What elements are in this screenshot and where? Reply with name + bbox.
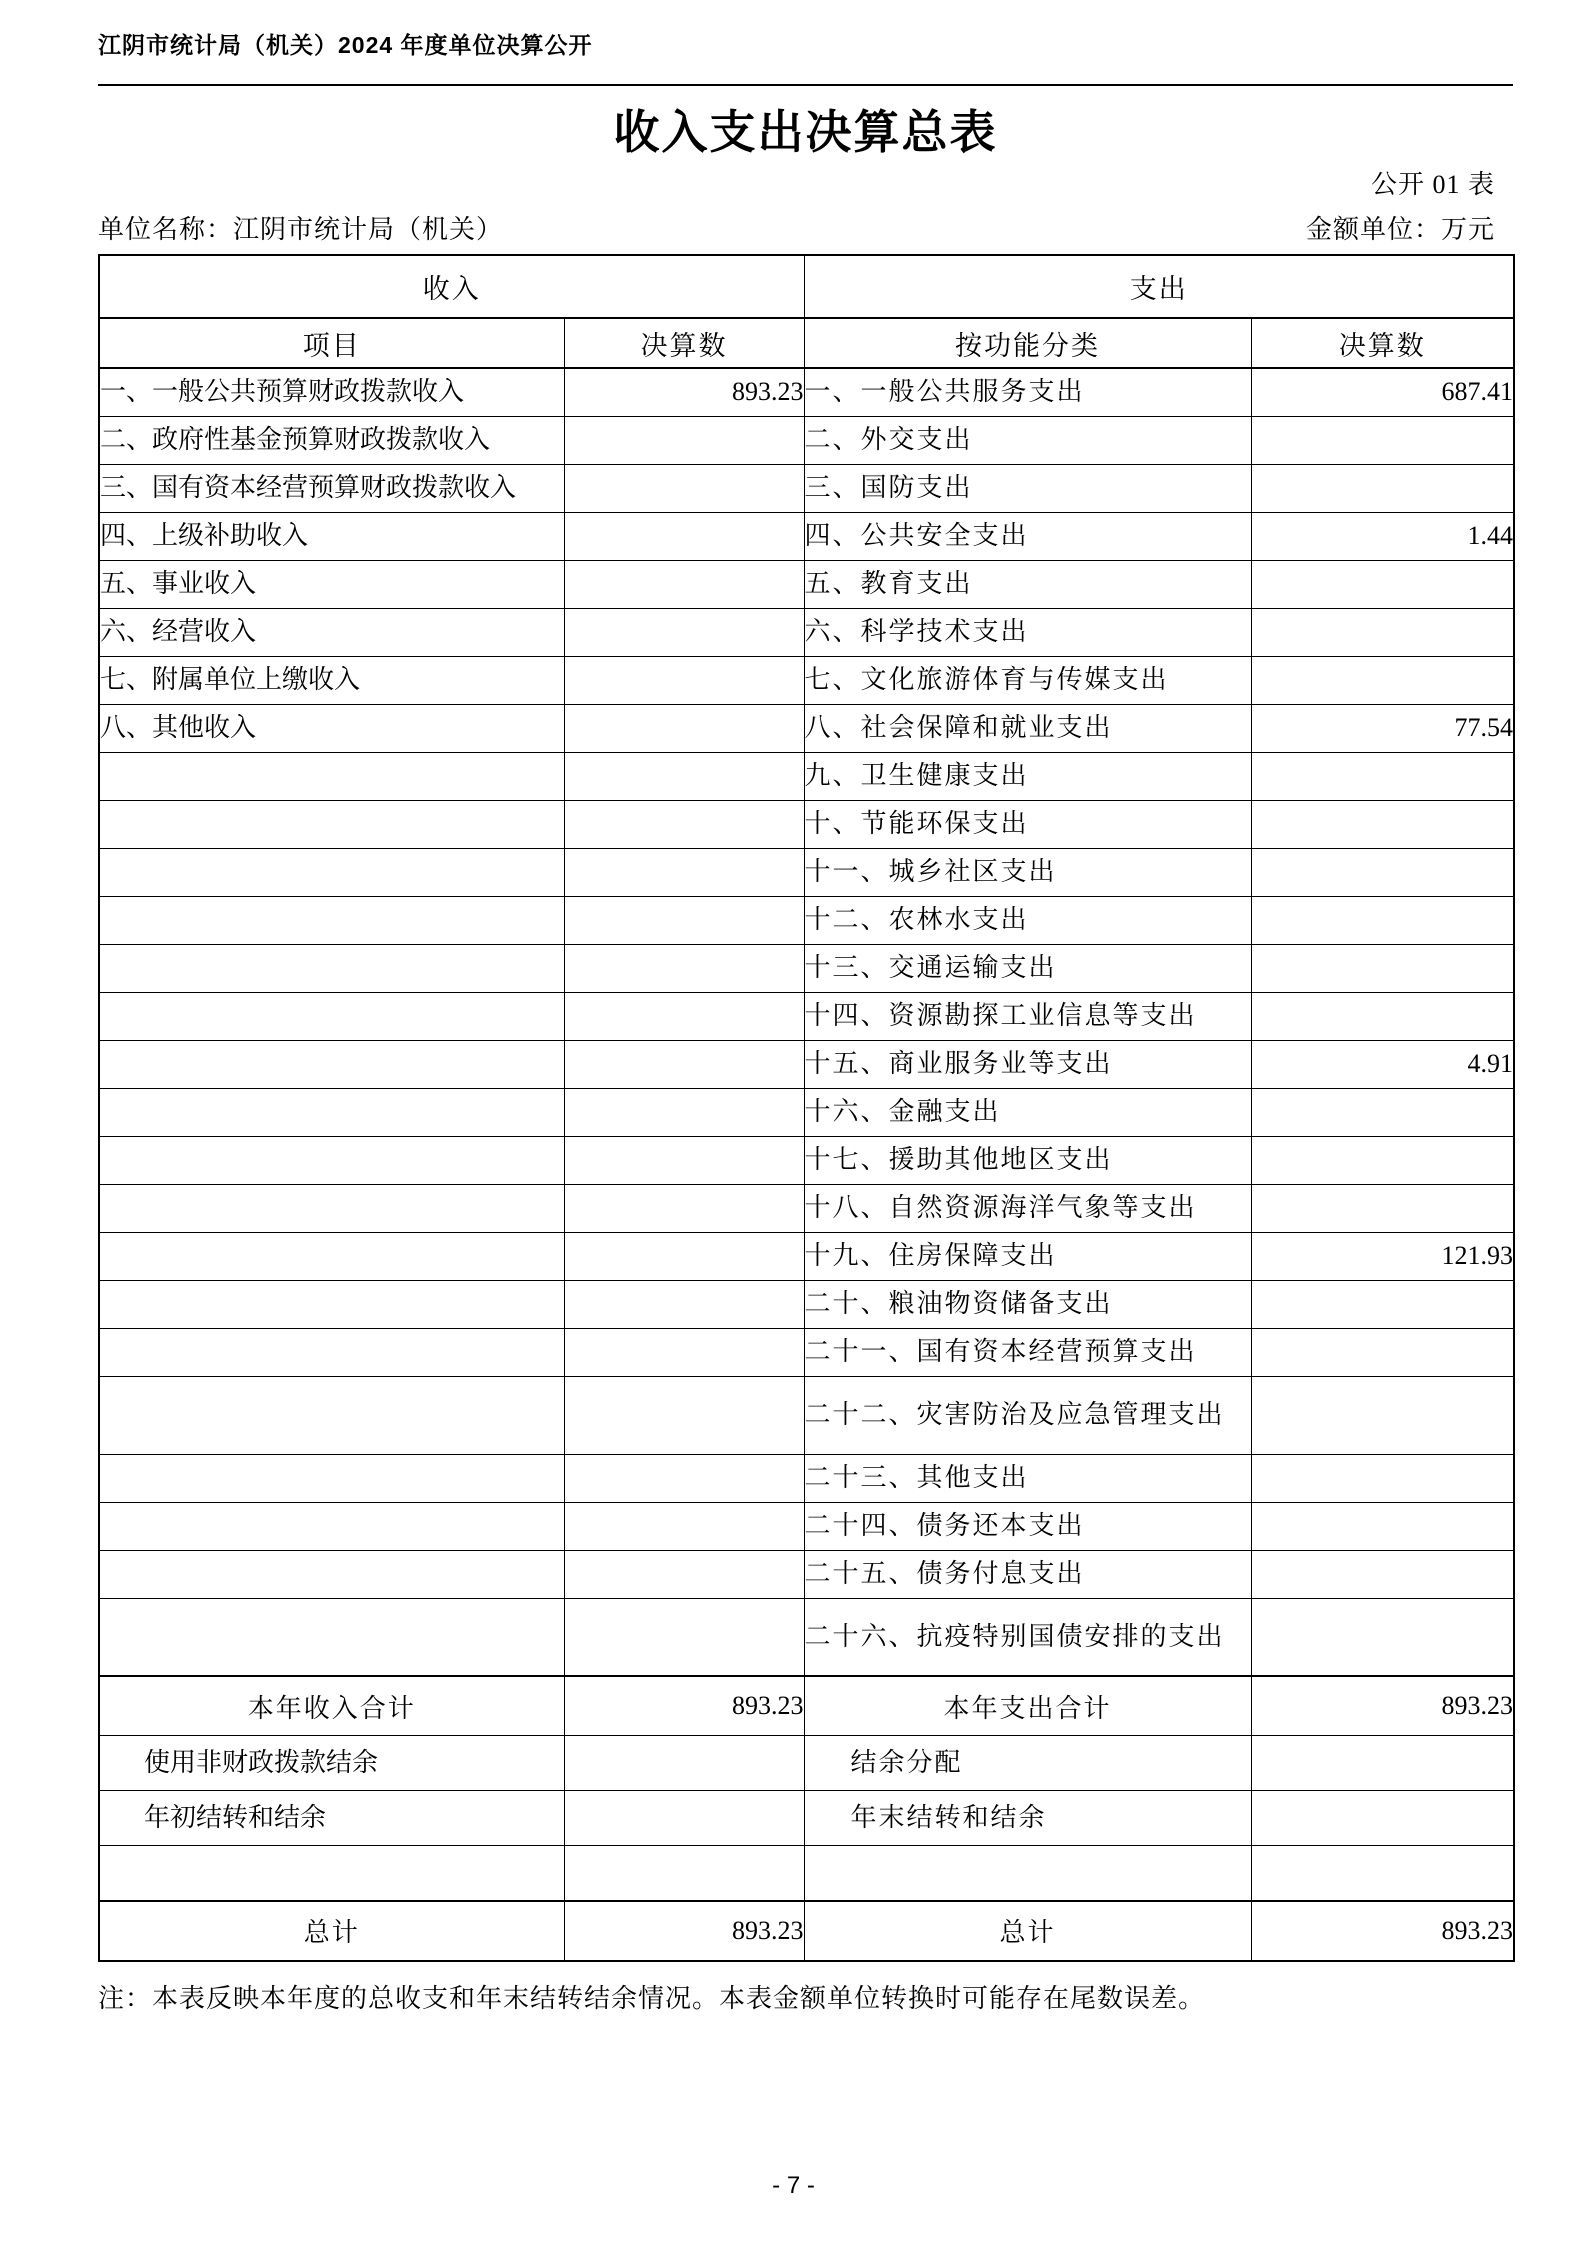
expense-amount (1251, 560, 1514, 608)
income-item: 二、政府性基金预算财政拨款收入 (99, 416, 564, 464)
expense-item: 二十一、国有资本经营预算支出 (804, 1328, 1251, 1376)
income-item (99, 1454, 564, 1502)
income-amount (564, 1550, 804, 1598)
table-row (99, 1328, 1514, 1376)
annual-total-row (99, 1676, 1514, 1736)
income-item: 一、一般公共预算财政拨款收入 (99, 368, 564, 416)
expense-carry-amount (1251, 1791, 1514, 1846)
income-item (99, 1328, 564, 1376)
carryover-row (99, 1736, 1514, 1791)
table-row (99, 1232, 1514, 1280)
table-row (99, 1454, 1514, 1502)
expense-amount (1251, 1454, 1514, 1502)
table-row (99, 1088, 1514, 1136)
income-carry-amount (564, 1791, 804, 1846)
expense-item: 十八、自然资源海洋气象等支出 (804, 1184, 1251, 1232)
expense-item: 二十三、其他支出 (804, 1454, 1251, 1502)
expense-item: 四、公共安全支出 (804, 512, 1251, 560)
income-item: 七、附属单位上缴收入 (99, 656, 564, 704)
income-item (99, 1550, 564, 1598)
income-amount (564, 1598, 804, 1676)
income-item: 三、国有资本经营预算财政拨款收入 (99, 464, 564, 512)
table-row (99, 704, 1514, 752)
expense-amount (1251, 1598, 1514, 1676)
expense-amount: 121.93 (1251, 1232, 1514, 1280)
table-row (99, 1280, 1514, 1328)
expense-amount: 77.54 (1251, 704, 1514, 752)
table-row (99, 1040, 1514, 1088)
income-amount (564, 416, 804, 464)
income-carry-label: 年初结转和结余 (99, 1791, 564, 1846)
expense-item: 八、社会保障和就业支出 (804, 704, 1251, 752)
expense-item: 十九、住房保障支出 (804, 1232, 1251, 1280)
table-row (99, 848, 1514, 896)
table-row (99, 896, 1514, 944)
income-item (99, 1376, 564, 1454)
table-row (99, 800, 1514, 848)
page-content (98, 0, 1513, 2016)
table-row (99, 1550, 1514, 1598)
income-carry-amount (564, 1736, 804, 1791)
section-header-row (99, 255, 1514, 318)
table-row (99, 752, 1514, 800)
grand-total-row (99, 1901, 1514, 1961)
income-grand-total-label: 总计 (99, 1901, 564, 1961)
table-row (99, 416, 1514, 464)
income-item (99, 1040, 564, 1088)
expense-amount: 4.91 (1251, 1040, 1514, 1088)
table-row (99, 464, 1514, 512)
doc-header: 江阴市统计局（机关）2024 年度单位决算公开 (98, 32, 593, 58)
income-amount (564, 896, 804, 944)
income-carry-label (99, 1846, 564, 1901)
table-row (99, 1376, 1514, 1454)
col-header-item: 项目 (99, 318, 564, 368)
income-amount (564, 1232, 804, 1280)
income-total-amount: 893.23 (564, 1676, 804, 1736)
meta-row (98, 214, 1513, 246)
table-row (99, 992, 1514, 1040)
expense-carry-amount (1251, 1736, 1514, 1791)
table-row (99, 656, 1514, 704)
carryover-row (99, 1846, 1514, 1901)
expense-item: 十六、金融支出 (804, 1088, 1251, 1136)
expense-total-label: 本年支出合计 (804, 1676, 1251, 1736)
expense-item: 十五、商业服务业等支出 (804, 1040, 1251, 1088)
expense-item: 一、一般公共服务支出 (804, 368, 1251, 416)
expense-carry-label (804, 1846, 1251, 1901)
table-row (99, 1502, 1514, 1550)
table-row (99, 368, 1514, 416)
expense-item: 二十六、抗疫特别国债安排的支出 (804, 1598, 1251, 1676)
expense-item: 二十四、债务还本支出 (804, 1502, 1251, 1550)
income-amount (564, 656, 804, 704)
expense-amount (1251, 752, 1514, 800)
expense-amount (1251, 800, 1514, 848)
expense-amount (1251, 1136, 1514, 1184)
income-amount (564, 1502, 804, 1550)
table-number: 公开 01 表 (1370, 170, 1495, 199)
expense-carry-label: 年末结转和结余 (804, 1791, 1251, 1846)
expense-amount: 1.44 (1251, 512, 1514, 560)
col-header-amount2: 决算数 (1251, 318, 1514, 368)
table-row (99, 944, 1514, 992)
income-amount (564, 1184, 804, 1232)
income-section-header: 收入 (99, 255, 804, 318)
income-amount (564, 512, 804, 560)
income-item (99, 1136, 564, 1184)
income-amount (564, 1088, 804, 1136)
income-item (99, 1598, 564, 1676)
budget-summary-table (98, 254, 1515, 1962)
expense-grand-total-label: 总计 (804, 1901, 1251, 1961)
expense-amount (1251, 1502, 1514, 1550)
expense-grand-total-amount: 893.23 (1251, 1901, 1514, 1961)
table-row (99, 1598, 1514, 1676)
income-item: 四、上级补助收入 (99, 512, 564, 560)
expense-item: 十二、农林水支出 (804, 896, 1251, 944)
expense-item: 二、外交支出 (804, 416, 1251, 464)
expense-item: 十、节能环保支出 (804, 800, 1251, 848)
expense-item: 十四、资源勘探工业信息等支出 (804, 992, 1251, 1040)
income-item (99, 1184, 564, 1232)
footnote: 注：本表反映本年度的总收支和年末结转结余情况。本表金额单位转换时可能存在尾数误差。 (98, 1983, 1206, 2013)
expense-amount (1251, 1184, 1514, 1232)
carryover-row (99, 1791, 1514, 1846)
expense-amount (1251, 944, 1514, 992)
expense-section-header: 支出 (804, 255, 1514, 318)
income-amount (564, 1280, 804, 1328)
expense-amount (1251, 416, 1514, 464)
expense-item: 六、科学技术支出 (804, 608, 1251, 656)
expense-total-amount: 893.23 (1251, 1676, 1514, 1736)
expense-amount: 687.41 (1251, 368, 1514, 416)
expense-amount (1251, 896, 1514, 944)
expense-item: 五、教育支出 (804, 560, 1251, 608)
income-amount (564, 560, 804, 608)
income-amount (564, 1328, 804, 1376)
col-header-function: 按功能分类 (804, 318, 1251, 368)
expense-item: 十一、城乡社区支出 (804, 848, 1251, 896)
income-item (99, 848, 564, 896)
expense-amount (1251, 464, 1514, 512)
income-item: 六、经营收入 (99, 608, 564, 656)
expense-item: 二十二、灾害防治及应急管理支出 (804, 1376, 1251, 1454)
table-row (99, 608, 1514, 656)
unit-name-label: 单位名称：江阴市统计局（机关） (98, 215, 504, 244)
income-item (99, 752, 564, 800)
income-amount (564, 704, 804, 752)
income-amount (564, 1040, 804, 1088)
expense-amount (1251, 1088, 1514, 1136)
expense-item: 十七、援助其他地区支出 (804, 1136, 1251, 1184)
income-item (99, 1232, 564, 1280)
expense-amount (1251, 1328, 1514, 1376)
expense-carry-label: 结余分配 (804, 1736, 1251, 1791)
income-item (99, 944, 564, 992)
income-total-label: 本年收入合计 (99, 1676, 564, 1736)
expense-amount (1251, 656, 1514, 704)
expense-amount (1251, 1550, 1514, 1598)
page-number: - 7 - (772, 2172, 815, 2199)
expense-item: 九、卫生健康支出 (804, 752, 1251, 800)
income-amount (564, 464, 804, 512)
expense-amount (1251, 608, 1514, 656)
income-carry-amount (564, 1846, 804, 1901)
income-item (99, 1088, 564, 1136)
expense-item: 三、国防支出 (804, 464, 1251, 512)
income-amount (564, 992, 804, 1040)
page-title: 收入支出决算总表 (613, 107, 998, 158)
income-amount (564, 752, 804, 800)
income-item: 八、其他收入 (99, 704, 564, 752)
income-grand-total-amount: 893.23 (564, 1901, 804, 1961)
expense-amount (1251, 992, 1514, 1040)
table-row (99, 560, 1514, 608)
col-header-amount: 决算数 (564, 318, 804, 368)
header-rule (98, 84, 1513, 86)
expense-item: 二十五、债务付息支出 (804, 1550, 1251, 1598)
income-item (99, 896, 564, 944)
income-amount (564, 1376, 804, 1454)
expense-amount (1251, 848, 1514, 896)
table-row (99, 512, 1514, 560)
expense-item: 十三、交通运输支出 (804, 944, 1251, 992)
income-amount (564, 1136, 804, 1184)
table-row (99, 1136, 1514, 1184)
expense-item: 二十、粮油物资储备支出 (804, 1280, 1251, 1328)
income-item (99, 992, 564, 1040)
income-amount: 893.23 (564, 368, 804, 416)
expense-item: 七、文化旅游体育与传媒支出 (804, 656, 1251, 704)
income-amount (564, 1454, 804, 1502)
income-item (99, 800, 564, 848)
amount-unit-label: 金额单位：万元 (1305, 215, 1495, 244)
income-amount (564, 848, 804, 896)
expense-amount (1251, 1376, 1514, 1454)
column-header-row (99, 318, 1514, 368)
income-item: 五、事业收入 (99, 560, 564, 608)
income-item (99, 1502, 564, 1550)
income-amount (564, 608, 804, 656)
expense-amount (1251, 1280, 1514, 1328)
income-amount (564, 800, 804, 848)
table-row (99, 1184, 1514, 1232)
expense-carry-amount (1251, 1846, 1514, 1901)
income-amount (564, 944, 804, 992)
income-carry-label: 使用非财政拨款结余 (99, 1736, 564, 1791)
income-item (99, 1280, 564, 1328)
